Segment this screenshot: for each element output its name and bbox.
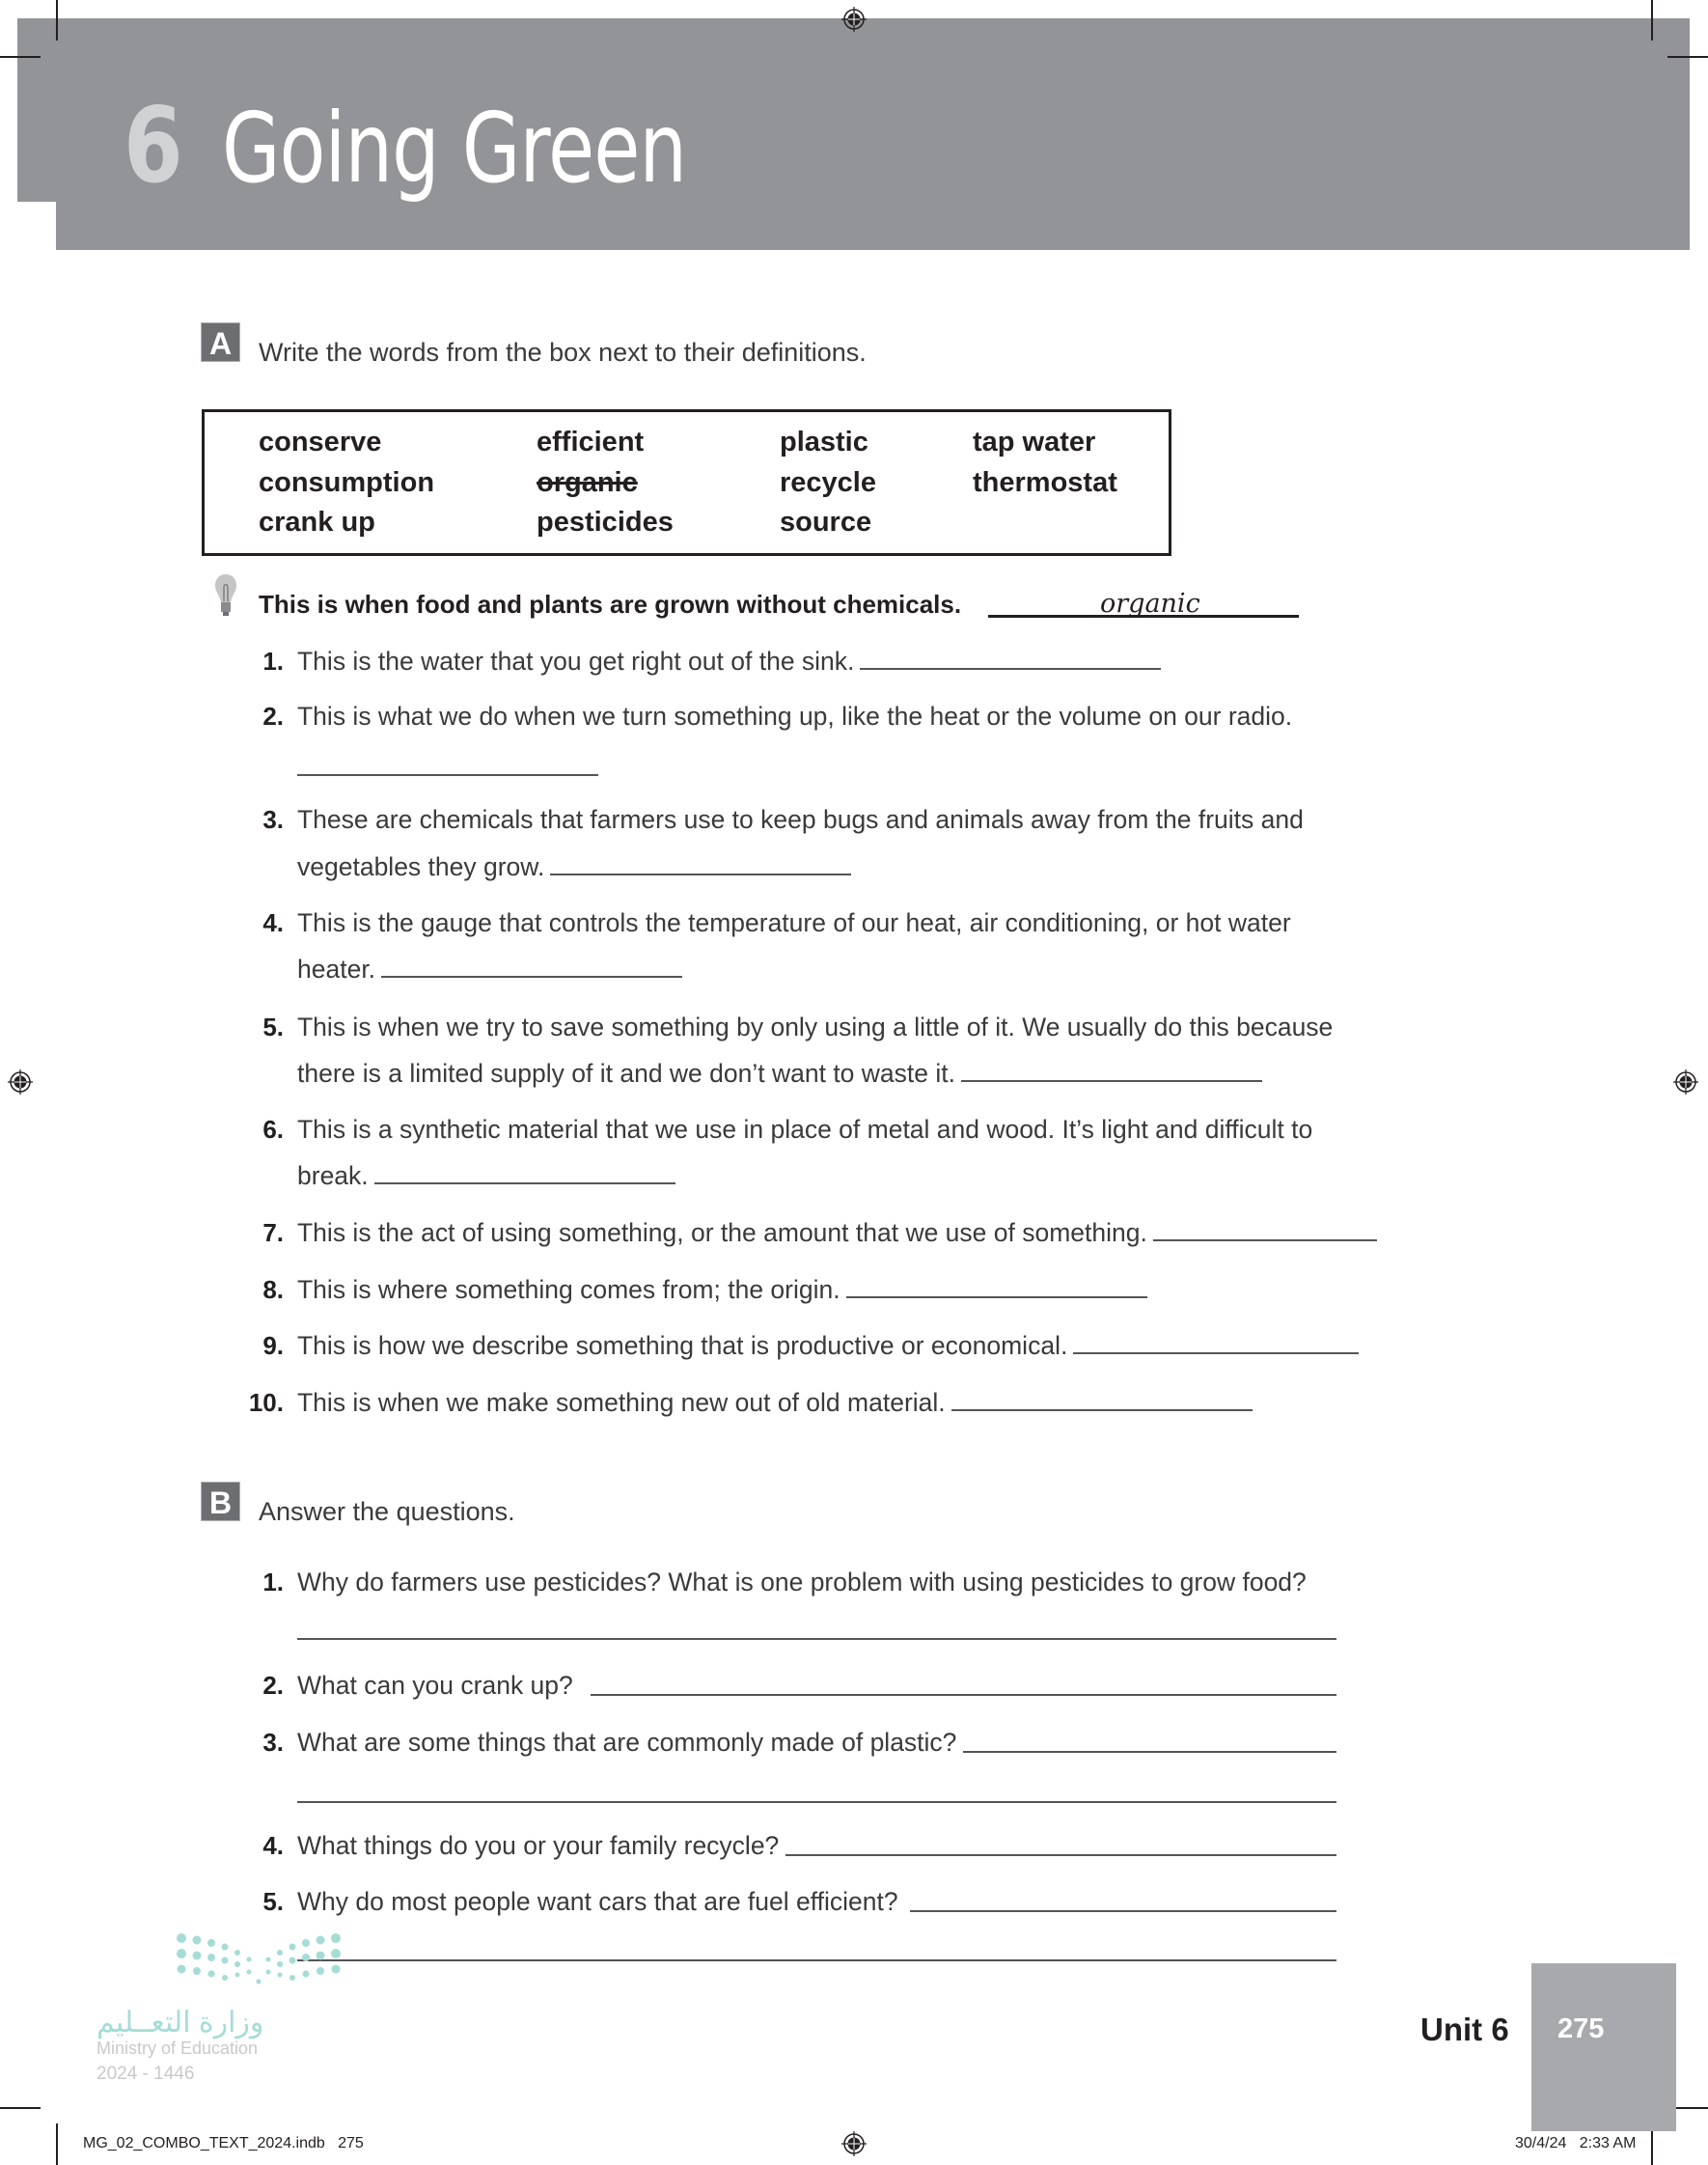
- word-efficient: efficient: [537, 427, 645, 458]
- header-band-bleed: [17, 18, 56, 202]
- item-text: This is where something comes from; the origin.: [297, 1277, 1147, 1303]
- registration-mark-icon: [841, 7, 867, 32]
- word-pesticides: pesticides: [537, 507, 674, 538]
- item-number: 7.: [262, 1218, 284, 1247]
- registration-mark-icon: [841, 2131, 867, 2156]
- answer-blank[interactable]: [1073, 1352, 1359, 1354]
- answer-blank[interactable]: [1153, 1239, 1377, 1241]
- word-tap-water: tap water: [973, 427, 1096, 458]
- section-a-badge: A: [201, 322, 240, 362]
- answer-blank[interactable]: [381, 976, 682, 978]
- crop-mark: [1667, 56, 1708, 58]
- crop-mark: [0, 2107, 41, 2109]
- question-text: Why do farmers use pesticides? What is one problem with using pesticides to grow food?: [297, 1568, 1307, 1596]
- item-number: 8.: [262, 1275, 284, 1304]
- registration-mark-icon: [1673, 1069, 1698, 1095]
- item-text: This is a synthetic material that we use in place of metal and wood. It’s light and difficult to: [297, 1115, 1313, 1144]
- answer-blank[interactable]: [951, 1409, 1253, 1411]
- answer-blank[interactable]: [846, 1296, 1147, 1298]
- registration-mark-icon: [8, 1069, 33, 1095]
- answer-line[interactable]: [910, 1910, 1336, 1912]
- question-number: 2.: [262, 1671, 284, 1700]
- crop-mark: [1651, 0, 1653, 41]
- answer-line[interactable]: [297, 1959, 1336, 1961]
- item-text: This is the water that you get right out of the sink.: [297, 649, 1161, 675]
- unit-label: Unit 6: [1420, 2012, 1509, 2047]
- lightbulb-icon: [214, 573, 237, 618]
- answer-line[interactable]: [963, 1751, 1336, 1753]
- item-text: This is when we make something new out of old material.: [297, 1390, 1253, 1416]
- question-text: Why do most people want cars that are fuel efficient?: [297, 1887, 898, 1916]
- answer-blank[interactable]: [961, 1080, 1262, 1082]
- answer-blank[interactable]: [297, 774, 598, 776]
- question-number: 5.: [262, 1887, 284, 1916]
- answer-line[interactable]: [785, 1854, 1336, 1856]
- item-number: 5.: [262, 1013, 284, 1041]
- item-text: vegetables they grow.: [297, 854, 851, 880]
- unit-number: 6: [124, 86, 181, 207]
- item-number: 10.: [248, 1388, 284, 1417]
- item-text: This is when we try to save something by only using a little of it. We usually do this because: [297, 1013, 1334, 1041]
- word-crank-up: crank up: [259, 507, 375, 538]
- word-recycle: recycle: [780, 467, 876, 498]
- ministry-year: 2024 - 1446: [96, 2064, 195, 2084]
- section-a-instruction: Write the words from the box next to their definitions.: [259, 338, 867, 367]
- answer-blank[interactable]: [860, 668, 1161, 670]
- crop-mark: [0, 56, 41, 58]
- item-number: 4.: [262, 908, 284, 937]
- page-number-box: [1531, 1963, 1676, 2131]
- question-number: 1.: [262, 1568, 284, 1596]
- item-text: These are chemicals that farmers use to keep bugs and animals away from the fruits and: [297, 805, 1304, 834]
- answer-line[interactable]: [297, 1638, 1336, 1640]
- question-text: What things do you or your family recycle?: [297, 1831, 780, 1860]
- question-number: 4.: [262, 1831, 284, 1860]
- section-b-instruction: Answer the questions.: [259, 1497, 515, 1526]
- example-answer: organic: [1100, 589, 1200, 619]
- ministry-name-arabic: وزارة التعــليم: [96, 2007, 264, 2039]
- page-title: Going Green: [222, 92, 687, 205]
- section-b-badge: B: [201, 1482, 240, 1521]
- question-number: 3.: [262, 1728, 284, 1757]
- slug-date: 30/4/24 2:33 AM: [1515, 2135, 1637, 2151]
- ministry-name-english: Ministry of Education: [96, 2039, 259, 2058]
- example-text: This is when food and plants are grown without chemicals.: [259, 590, 962, 619]
- crop-mark: [56, 2123, 58, 2165]
- item-text: This is the act of using something, or the amount that we use of something.: [297, 1220, 1377, 1246]
- item-text: heater.: [297, 957, 682, 983]
- ministry-logo-icon: [174, 1930, 344, 1988]
- word-plastic: plastic: [780, 427, 868, 458]
- word-consumption: consumption: [259, 467, 435, 498]
- crop-mark: [56, 0, 58, 41]
- word-conserve: conserve: [259, 427, 382, 458]
- item-number: 3.: [262, 805, 284, 834]
- word-thermostat: thermostat: [973, 467, 1117, 498]
- item-number: 2.: [262, 702, 284, 731]
- page-number: 275: [1557, 2013, 1605, 2044]
- word-organic-crossed: organic: [537, 467, 638, 498]
- answer-line[interactable]: [297, 1801, 1336, 1803]
- item-text: This is the gauge that controls the temperature of our heat, air conditioning, or hot water: [297, 908, 1291, 937]
- item-text: This is what we do when we turn something up, like the heat or the volume on our radio.: [297, 702, 1293, 731]
- item-text: break.: [297, 1163, 675, 1189]
- word-source: source: [780, 507, 872, 538]
- item-text: there is a limited supply of it and we don’t want to waste it.: [297, 1061, 1262, 1087]
- item-number: 1.: [262, 647, 284, 676]
- question-text: What are some things that are commonly made of plastic?: [297, 1728, 957, 1757]
- answer-blank[interactable]: [374, 1182, 675, 1184]
- question-text: What can you crank up?: [297, 1671, 573, 1700]
- answer-blank[interactable]: [550, 874, 851, 875]
- item-text: This is how we describe something that is productive or economical.: [297, 1333, 1359, 1359]
- item-number: 6.: [262, 1115, 284, 1144]
- answer-line[interactable]: [591, 1694, 1336, 1696]
- slug-filename: MG_02_COMBO_TEXT_2024.indb 275: [83, 2135, 364, 2151]
- item-number: 9.: [262, 1331, 284, 1360]
